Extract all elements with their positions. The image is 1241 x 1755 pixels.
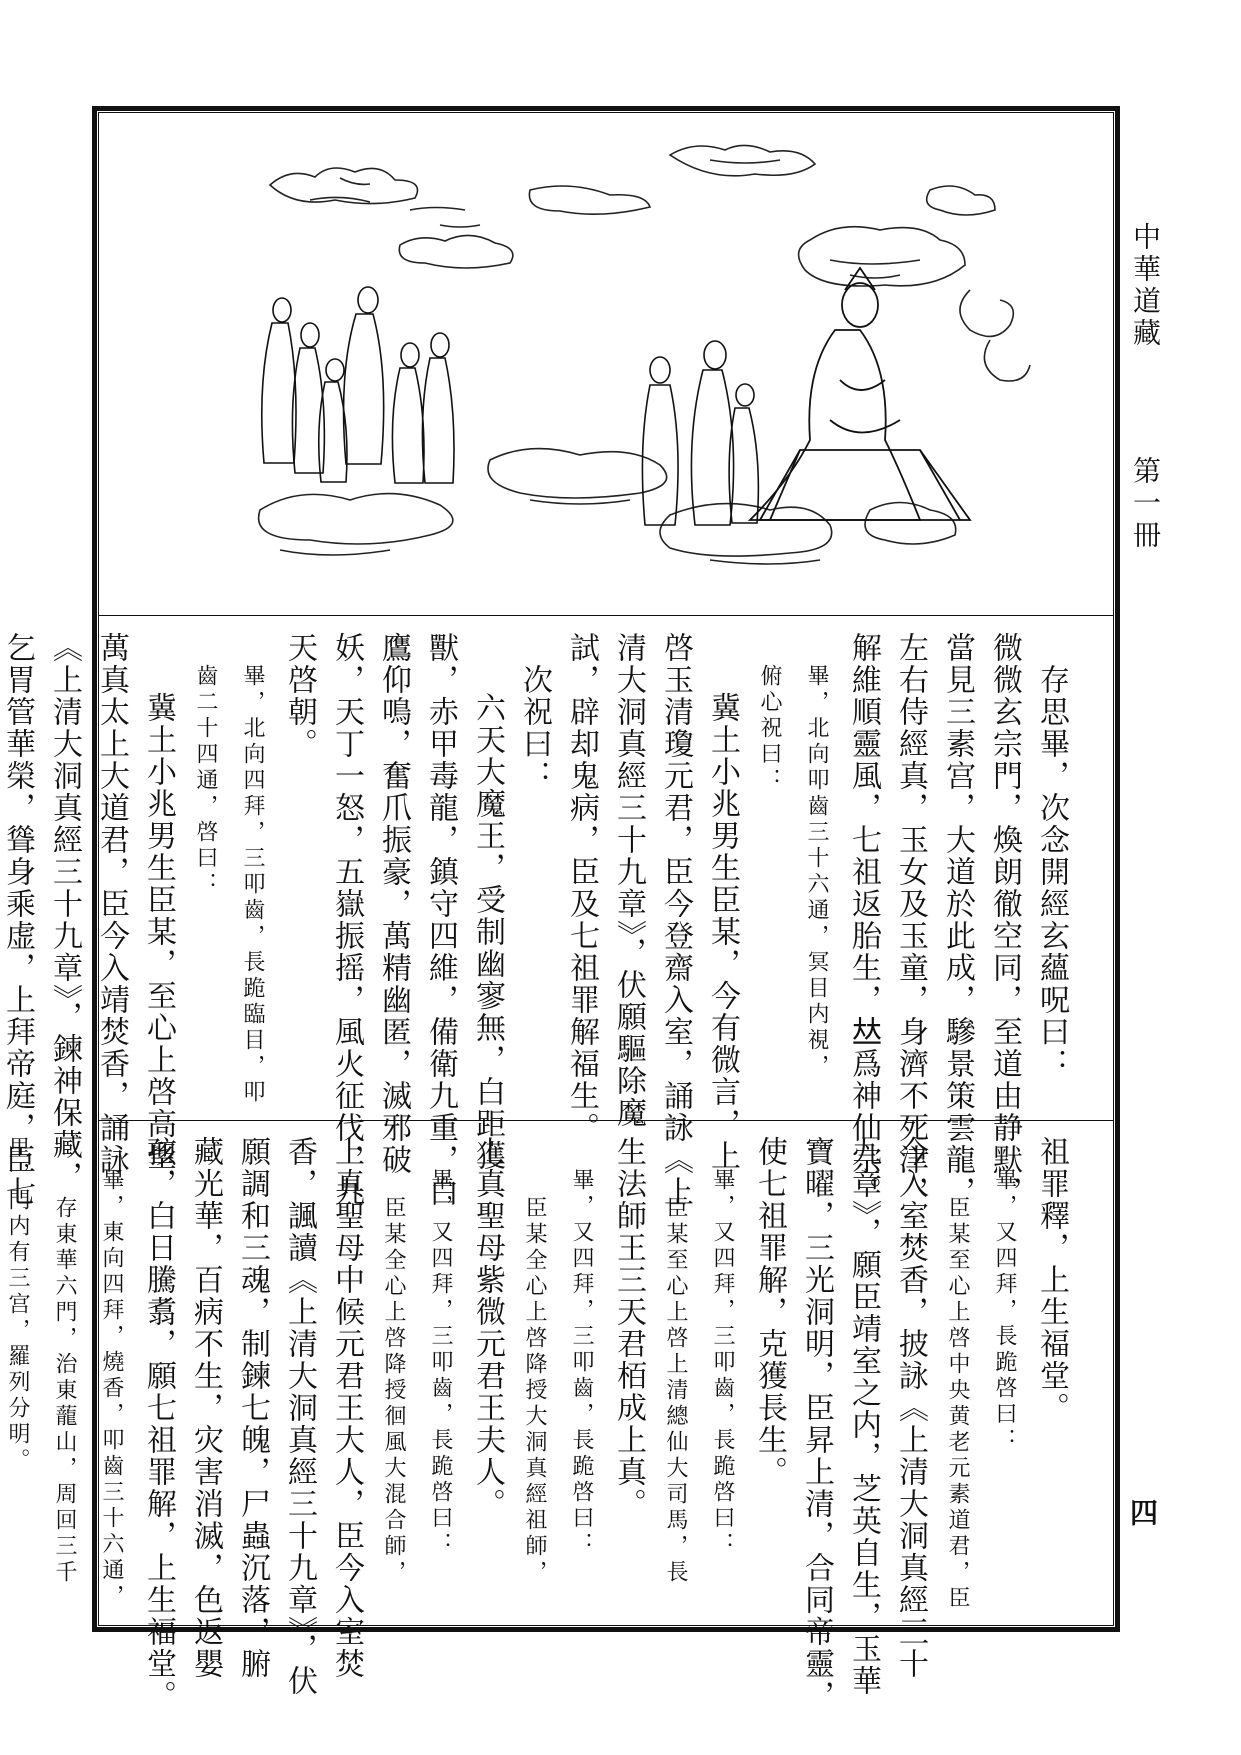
text-column: 里，門内有三宫，羅列分明。 <box>5 1136 30 1474</box>
text-column: 九章》，願臣靖室之内，芝英自生，玉華 <box>846 1136 881 1697</box>
text-column: 今入室焚香，披詠《上清大洞真經三十 <box>893 1136 928 1680</box>
text-column: 臣某全心上啓降授大洞真經祖師， <box>522 1196 547 1586</box>
text-column: 乞胃管華榮，聳身乘虚，上拜帝庭，臣七 <box>0 632 35 1208</box>
collection-title: 中華道藏 <box>1129 222 1162 350</box>
text-column: 畢，又四拜，三叩齒，長跪啓曰： <box>569 1168 594 1558</box>
text-column: 啓玉清瓊元君，臣今登齋入室，誦詠《上 <box>658 632 693 1208</box>
text-column: 次祝曰： <box>517 664 552 792</box>
text-column: 上真聖母紫微元君王夫人。 <box>470 1136 505 1520</box>
text-column: 存思畢，次念開經玄蘊呪曰： <box>1034 664 1069 1080</box>
text-column: 生法師王三天君栢成上真。 <box>611 1136 646 1520</box>
text-column: 當見三素宫，大道於此成，驂景策雲龍， <box>940 632 975 1208</box>
text-column: 天啓朝。 <box>282 632 317 760</box>
text-column: 微微玄宗門，煥朗徹空同，至道由静默， <box>987 632 1022 1208</box>
text-column: 六天大魔王，受制幽寥無，白距獲 <box>470 692 505 1172</box>
text-column: 香，諷讀《上清大洞真經三十九章》，伏 <box>282 1136 317 1697</box>
text-column: 冀土小兆男生臣某，至心上啓高聖 <box>141 692 176 1172</box>
text-column: 畢，又四拜，三叩齒，長跪啓曰： <box>428 1168 453 1558</box>
text-column: 畢，又四拜，長跪啓曰： <box>992 1168 1017 1454</box>
text-block-upper <box>0 632 1075 1208</box>
immortals-clouds-illustration-icon <box>110 130 1105 600</box>
text-column: 畢，北向叩齒三十六通，冥目内視， <box>804 664 829 1080</box>
text-column: 萬真太上大道君，臣今入靖焚香，誦詠 <box>94 632 129 1176</box>
text-column: 畢，北向四拜，三叩齒，長跪臨目，叩 <box>240 664 265 1106</box>
text-column: 畢，東向四拜，燒香，叩齒三十六通， <box>99 1168 124 1610</box>
text-column: 俯心祝曰： <box>757 664 782 794</box>
text-column: 冀土小兆男生臣某，今有微言，上 <box>705 692 740 1172</box>
text-column: 臣某全心上啓降授徊風大混合師， <box>381 1196 406 1586</box>
text-column: 上真聖母中候元君王大人，臣今入室焚 <box>329 1136 364 1680</box>
text-column: 畢，又四拜，三叩齒，長跪啓曰： <box>710 1168 735 1558</box>
text-column: 獸，赤甲毒龍，鎮守四維，備衛九重，白 <box>423 632 458 1208</box>
text-column: 鷹仰鳴，奮爪振豪，萬精幽匿，滅邪破 <box>376 632 411 1176</box>
text-column: 臣某至心上啓上清總仙大司馬，長 <box>663 1196 688 1586</box>
text-column: 《上清大洞真經三十九章》，鍊神保藏， <box>47 632 82 1193</box>
text-column: 祖罪釋，上生福堂。 <box>1034 1136 1069 1424</box>
text-block-lower <box>0 1136 1075 1712</box>
text-column: 解維順靈風，七祖返胎生，𠀤爲神仙宗。 <box>846 632 881 1208</box>
margin-title <box>1125 222 1165 552</box>
section-divider-top <box>98 615 1114 616</box>
text-column: 藏光華，百病不生，灾害消滅，色返嬰 <box>188 1136 223 1680</box>
text-column: 孩，白日騰翥，願七祖罪解，上生福堂。 <box>141 1136 176 1712</box>
volume-label: 第一冊 <box>1129 456 1162 552</box>
text-column: 左右侍經真，玉女及玉童，身濟不死津， <box>893 632 928 1208</box>
page-number: 四 <box>1126 1498 1159 1526</box>
text-column: 寶曜，三光洞明，臣昇上清，合同帝靈， <box>799 1136 834 1712</box>
text-column: 臣某至心上啓中央黄老元素道君，臣 <box>945 1196 970 1612</box>
text-column: 存東華六門，治東蘢山，周回三千 <box>52 1196 77 1586</box>
text-column: 清大洞真經三十九章》，伏願驅除魔 <box>611 632 646 1129</box>
text-column: 使七祖罪解，克獲長生。 <box>752 1136 787 1488</box>
text-column: 妖，天丁一怒，五嶽振摇，風火征伐，九 <box>329 632 364 1208</box>
text-column: 願調和三魂，制鍊七魄，尸蟲沉落，腑 <box>235 1136 270 1680</box>
text-column: 試，辟却鬼病，臣及七祖罪解福生。 <box>564 632 599 1144</box>
text-column: 齒二十四通，啓曰： <box>193 664 218 898</box>
